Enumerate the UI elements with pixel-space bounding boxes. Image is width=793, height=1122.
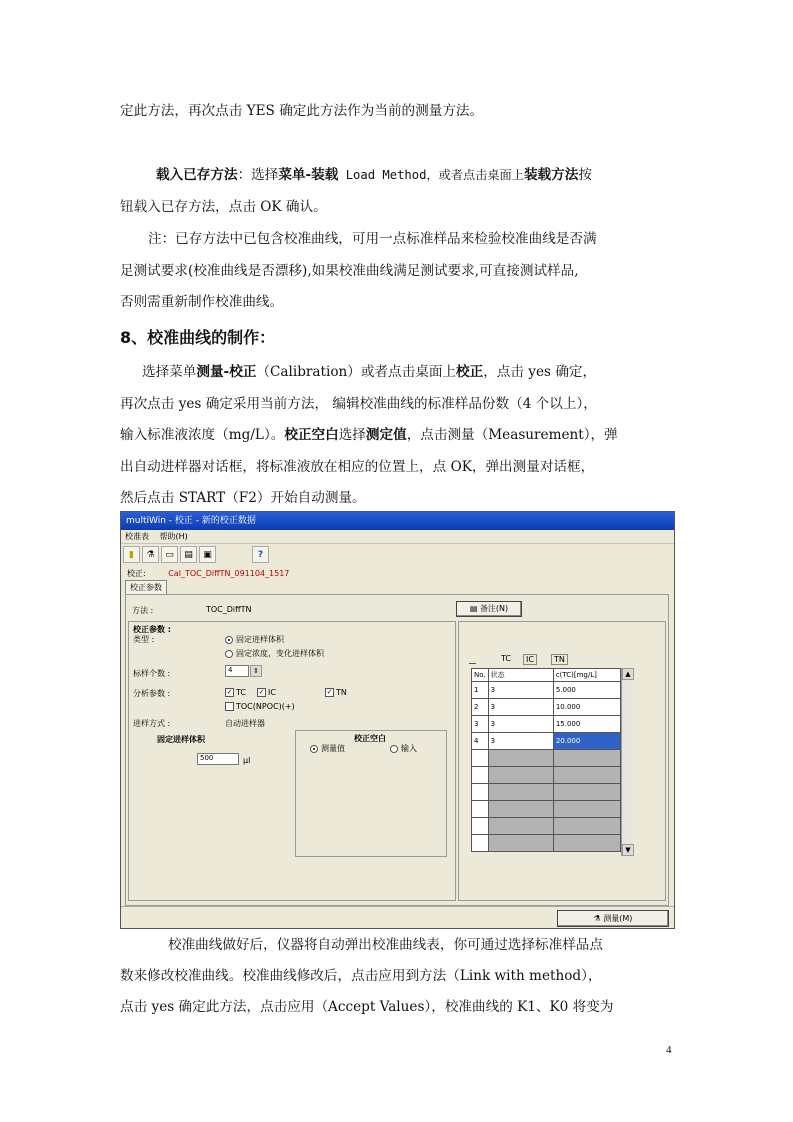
menu-bar <box>121 530 674 544</box>
grid-cell: 3 <box>472 716 489 733</box>
notes-icon: ▤ <box>469 604 478 613</box>
table-row <box>472 784 621 801</box>
toolbar <box>123 546 269 564</box>
table-row <box>472 801 621 818</box>
blank-option-measured[interactable] <box>310 743 345 754</box>
grid-cell[interactable]: 3 <box>488 733 553 750</box>
bold-term: 菜单-装载 <box>278 167 339 183</box>
text-run: 选择 <box>338 427 366 443</box>
grid-cell <box>553 750 620 767</box>
table-row[interactable] <box>472 733 621 750</box>
table-row <box>472 767 621 784</box>
table-row[interactable] <box>472 682 621 699</box>
params-header: 校正参数 : <box>133 625 171 634</box>
grid-cell-selected[interactable]: 20.000 <box>553 733 620 750</box>
fixed-volume-input[interactable]: 500 <box>197 753 239 765</box>
text-run: ，点击测量（Measurement），弹 <box>406 427 618 443</box>
grid-cell[interactable]: 3 <box>488 682 553 699</box>
checkbox-toc[interactable] <box>225 702 295 711</box>
notes-button[interactable] <box>456 601 522 617</box>
help-icon[interactable]: ? <box>252 546 269 563</box>
grid-group <box>458 621 666 901</box>
grid-cell <box>472 750 489 767</box>
grid-cell <box>488 750 553 767</box>
save-icon[interactable]: ▣ <box>199 546 216 563</box>
notes-button-label: 备注(N) <box>479 604 509 613</box>
grid-cell <box>553 835 620 852</box>
grid-cell <box>472 784 489 801</box>
exit-icon[interactable]: ▮ <box>123 546 140 563</box>
sampler-value: 自动进样器 <box>225 719 265 728</box>
checkbox-label: IC <box>268 688 276 697</box>
bold-term: 校正空白 <box>284 427 339 443</box>
bold-term: 载入已存方法 <box>156 167 238 183</box>
radio-icon <box>225 636 233 644</box>
bold-term: 校正 <box>456 364 484 380</box>
paragraph-line: 出自动进样器对话框，将标准液放在相应的位置上，点 OK，弹出测量对话框， <box>120 459 595 475</box>
calibration-name-row <box>127 568 289 579</box>
calibration-label: 校正: <box>127 569 146 578</box>
bottom-bar <box>121 906 674 929</box>
checkbox-tc[interactable] <box>225 688 246 697</box>
grid-cell[interactable]: 15.000 <box>553 716 620 733</box>
text-run: 按 <box>578 167 592 183</box>
grid-header: 状态 <box>488 669 553 682</box>
grid-cell <box>472 818 489 835</box>
grid-tab-active[interactable] <box>469 654 476 664</box>
radio-icon <box>310 745 318 753</box>
window-title: multiWin - 校正 - 新的校正数据 <box>121 512 674 530</box>
text-run: ：选择 <box>237 167 279 183</box>
check-icon: ✓ <box>326 688 333 696</box>
radio-label: 输入 <box>401 744 417 753</box>
print-icon[interactable]: ▤ <box>180 546 197 563</box>
check-icon: ✓ <box>258 688 265 696</box>
grid-cell <box>488 767 553 784</box>
measure-button[interactable] <box>557 910 669 927</box>
paragraph-line: 然后点击 START（F2）开始自动测量。 <box>120 490 366 506</box>
count-spinner[interactable]: ⇕ <box>250 665 262 677</box>
grid-tab-tc[interactable]: TC <box>501 654 512 663</box>
paragraph-line: 钮载入已存方法，点击 OK 确认。 <box>120 199 327 215</box>
tab-bar <box>125 580 167 594</box>
paragraph-line <box>120 425 675 445</box>
load-method-paragraph <box>156 165 711 185</box>
paragraph-line: 校准曲线做好后，仪器将自动弹出校准曲线表，你可通过选择标准样品点 <box>168 937 603 953</box>
table-row <box>472 750 621 767</box>
tab-calibration-params[interactable]: 校正参数 <box>125 580 167 594</box>
text-run: 输入标准液浓度（mg/L）。 <box>120 427 285 443</box>
grid-tab-ic[interactable]: IC <box>523 654 537 665</box>
note-line: 否则需重新制作校准曲线。 <box>120 294 284 310</box>
radio-icon <box>390 745 398 753</box>
note-line: 注：已存方法中已包含校准曲线，可用一点标准样品来检验校准曲线是否满 <box>148 231 597 247</box>
table-row <box>472 835 621 852</box>
bold-term: 装载方法 <box>523 167 579 183</box>
grid-scrollbar[interactable] <box>621 668 633 856</box>
text-run: ，点击 yes 确定， <box>483 364 597 380</box>
paragraph-line: 点击 yes 确定此方法，点击应用（Accept Values），校准曲线的 K1、K0 将变为 <box>120 999 614 1015</box>
grid-cell: 4 <box>472 733 489 750</box>
grid-cell <box>488 801 553 818</box>
open-icon[interactable]: ▭ <box>161 546 178 563</box>
analysis-label: 分析参数 : <box>133 689 171 698</box>
sampler-label: 进样方式 : <box>133 719 171 728</box>
scroll-up-icon[interactable]: ▲ <box>622 668 634 680</box>
grid-cell <box>553 767 620 784</box>
calibration-params-panel <box>125 594 669 906</box>
grid-header: c(TC)[mg/L] <box>553 669 620 682</box>
paragraph-line: 再次点击 yes 确定采用当前方法， 编辑校准曲线的标准样品份数（4 个以上）， <box>120 396 597 412</box>
grid-cell <box>472 767 489 784</box>
table-row[interactable] <box>472 699 621 716</box>
type-option-fixed-volume[interactable] <box>225 634 284 645</box>
menu-item-calibration-table[interactable]: 校准表 <box>125 532 149 541</box>
table-row[interactable] <box>472 716 621 733</box>
blank-label: 校正空白 <box>354 734 386 743</box>
bold-term: 测量-校正 <box>196 364 257 380</box>
page-number: 4 <box>666 1044 672 1056</box>
check-icon <box>225 702 234 711</box>
grid-cell[interactable]: 10.000 <box>553 699 620 716</box>
measure-icon: ⚗ <box>593 914 601 923</box>
params-group <box>128 621 456 901</box>
fixed-volume-unit: µl <box>243 756 251 765</box>
scroll-down-icon[interactable]: ▼ <box>622 844 634 856</box>
note-line: 足测试要求(校准曲线是否漂移),如果校准曲线满足测试要求,可直接测试样品, <box>120 263 579 279</box>
bold-term: 测定值 <box>365 427 407 443</box>
blank-option-input[interactable] <box>390 743 417 754</box>
grid-cell: 1 <box>472 682 489 699</box>
checkbox-label: TC <box>236 688 247 697</box>
grid-cell <box>553 801 620 818</box>
section-heading: 8、校准曲线的制作： <box>120 328 276 347</box>
calibration-name: Cal_TOC_DiffTN_091104_1517 <box>168 569 290 578</box>
grid-cell <box>472 835 489 852</box>
method-value: TOC_DiffTN <box>206 605 252 614</box>
radio-icon <box>225 650 233 658</box>
count-input[interactable]: 4 <box>225 665 249 677</box>
radio-label: 测量值 <box>321 744 345 753</box>
method-label: 方法 : <box>132 606 154 615</box>
measure-button-label: 测量(M) <box>603 914 633 923</box>
calibration-grid <box>471 668 621 852</box>
grid-header-row <box>472 669 621 682</box>
table-row <box>472 818 621 835</box>
grid-cell[interactable]: 3 <box>488 716 553 733</box>
text-run: （Calibration）或者点击桌面上 <box>256 364 457 380</box>
text-run: Load Method，或者点击桌面上 <box>338 168 524 182</box>
grid-cell[interactable]: 3 <box>488 699 553 716</box>
blank-group <box>295 730 447 857</box>
check-icon: ✓ <box>226 688 233 696</box>
grid-cell <box>472 801 489 818</box>
checkbox-label: TN <box>336 688 347 697</box>
radio-label: 固定进样体积 <box>236 635 284 644</box>
grid-header: No. <box>472 669 489 682</box>
checkbox-ic[interactable] <box>257 688 276 697</box>
grid-cell <box>553 818 620 835</box>
menu-item-help[interactable]: 帮助(H) <box>159 532 188 541</box>
grid-cell <box>488 835 553 852</box>
grid-cell <box>553 784 620 801</box>
grid-tab-tn[interactable]: TN <box>551 654 568 665</box>
grid-cell <box>488 818 553 835</box>
calibration-paragraph <box>142 362 697 382</box>
type-option-fixed-conc[interactable] <box>225 648 324 659</box>
grid-cell: 2 <box>472 699 489 716</box>
run-icon[interactable]: ⚗ <box>142 546 159 563</box>
type-label: 类型 : <box>133 635 155 644</box>
count-label: 标样个数 : <box>133 669 171 678</box>
grid-cell[interactable]: 5.000 <box>553 682 620 699</box>
radio-label: 固定浓度，变化进样体积 <box>236 649 324 658</box>
paragraph-line: 数来修改校准曲线。校准曲线修改后，点击应用到方法（Link with method）， <box>120 968 602 984</box>
checkbox-label: TOC(NPOC)(+) <box>236 702 295 711</box>
paragraph-line: 定此方法，再次点击 YES 确定此方法作为当前的测量方法。 <box>120 103 484 119</box>
grid-cell <box>488 784 553 801</box>
fixed-volume-label: 固定进样体积 <box>157 735 205 744</box>
checkbox-tn[interactable] <box>325 688 347 697</box>
text-run: 选择菜单 <box>142 364 197 380</box>
calibration-window-screenshot <box>120 511 675 929</box>
